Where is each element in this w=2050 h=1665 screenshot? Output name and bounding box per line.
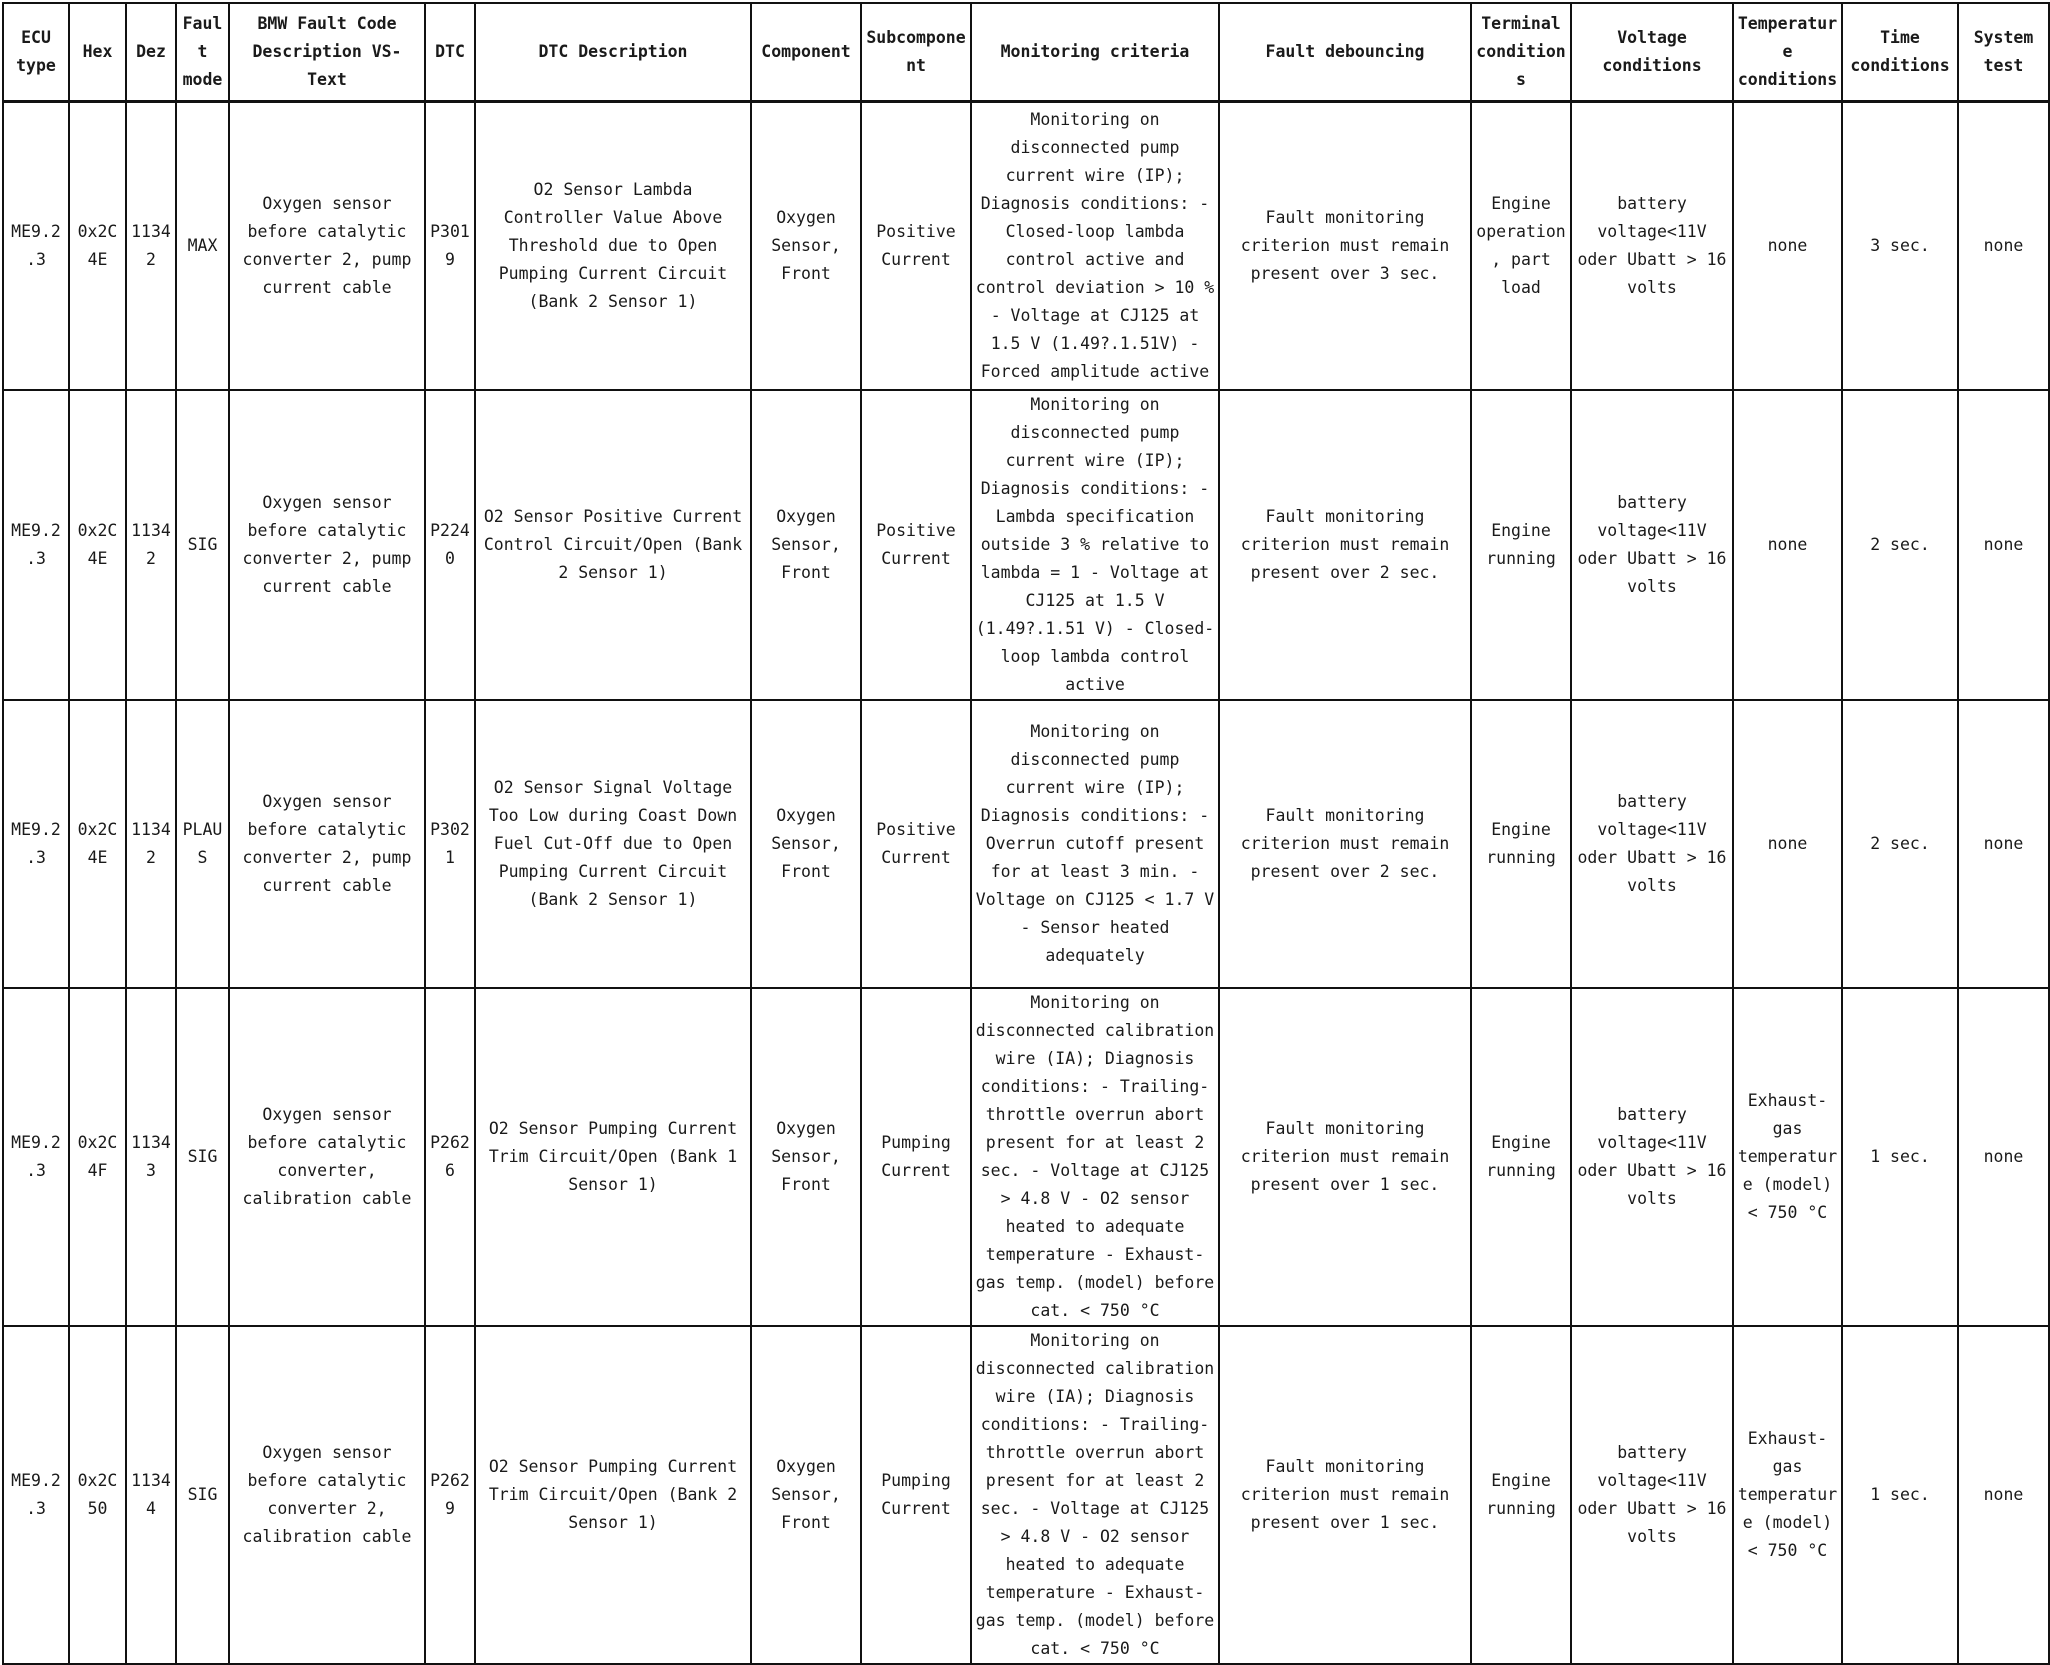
header-component: Component — [751, 3, 861, 102]
header-time-conditions: Time conditions — [1842, 3, 1958, 102]
cell-fault-mode: PLAUS — [176, 700, 229, 988]
cell-component: Oxygen Sensor, Front — [751, 1326, 861, 1664]
cell-temperature-conditions: none — [1733, 102, 1842, 390]
cell-bmw-description: Oxygen sensor before catalytic converter 2, pump current cable — [229, 390, 425, 700]
cell-dez: 11342 — [126, 102, 176, 390]
table-row — [3, 988, 2049, 1326]
cell-subcomponent: Positive Current — [861, 700, 971, 988]
cell-fault-mode: SIG — [176, 988, 229, 1326]
cell-time-conditions: 2 sec. — [1842, 700, 1958, 988]
cell-hex: 0x2C4E — [69, 700, 126, 988]
cell-subcomponent: Positive Current — [861, 390, 971, 700]
cell-fault-debouncing: Fault monitoring criterion must remain present over 1 sec. — [1219, 1326, 1471, 1664]
cell-voltage-conditions: battery voltage<11V oder Ubatt > 16 volts — [1571, 988, 1733, 1326]
cell-temperature-conditions: none — [1733, 390, 1842, 700]
cell-hex: 0x2C4F — [69, 988, 126, 1326]
cell-dez: 11342 — [126, 390, 176, 700]
cell-component: Oxygen Sensor, Front — [751, 988, 861, 1326]
cell-component: Oxygen Sensor, Front — [751, 102, 861, 390]
cell-dtc-description: O2 Sensor Pumping Current Trim Circuit/Open (Bank 1 Sensor 1) — [475, 988, 751, 1326]
cell-subcomponent: Pumping Current — [861, 1326, 971, 1664]
cell-terminal-conditions: Engine operation, part load — [1471, 102, 1571, 390]
cell-hex: 0x2C50 — [69, 1326, 126, 1664]
header-dez: Dez — [126, 3, 176, 102]
table-row — [3, 700, 2049, 988]
cell-ecu-type: ME9.2.3 — [3, 988, 69, 1326]
header-system-test: System test — [1958, 3, 2049, 102]
cell-system-test: none — [1958, 1326, 2049, 1664]
cell-terminal-conditions: Engine running — [1471, 988, 1571, 1326]
cell-component: Oxygen Sensor, Front — [751, 700, 861, 988]
fault-code-table — [2, 2, 2050, 1665]
cell-system-test: none — [1958, 390, 2049, 700]
cell-monitoring-criteria: Monitoring on disconnected pump current wire (IP); Diagnosis conditions: - Closed-loop lambda control active and control deviation > 10 % - Voltage at CJ125 at 1.5 V (1.49?.1.51V) - Forced amplitude active — [971, 102, 1219, 390]
cell-bmw-description: Oxygen sensor before catalytic converter, calibration cable — [229, 988, 425, 1326]
cell-time-conditions: 2 sec. — [1842, 390, 1958, 700]
cell-hex: 0x2C4E — [69, 390, 126, 700]
cell-dtc: P3019 — [425, 102, 475, 390]
cell-dtc-description: O2 Sensor Positive Current Control Circuit/Open (Bank 2 Sensor 1) — [475, 390, 751, 700]
cell-ecu-type: ME9.2.3 — [3, 390, 69, 700]
header-dtc: DTC — [425, 3, 475, 102]
header-subcomponent: Subcomponent — [861, 3, 971, 102]
cell-subcomponent: Positive Current — [861, 102, 971, 390]
cell-fault-debouncing: Fault monitoring criterion must remain present over 1 sec. — [1219, 988, 1471, 1326]
cell-ecu-type: ME9.2.3 — [3, 102, 69, 390]
header-voltage-conditions: Voltage conditions — [1571, 3, 1733, 102]
cell-system-test: none — [1958, 700, 2049, 988]
cell-temperature-conditions: none — [1733, 700, 1842, 988]
cell-temperature-conditions: Exhaust-gas temperature (model) < 750 °C — [1733, 1326, 1842, 1664]
header-row — [3, 3, 2049, 102]
cell-fault-mode: SIG — [176, 390, 229, 700]
cell-dtc-description: O2 Sensor Pumping Current Trim Circuit/Open (Bank 2 Sensor 1) — [475, 1326, 751, 1664]
cell-dez: 11342 — [126, 700, 176, 988]
cell-voltage-conditions: battery voltage<11V oder Ubatt > 16 volts — [1571, 102, 1733, 390]
header-hex: Hex — [69, 3, 126, 102]
cell-ecu-type: ME9.2.3 — [3, 1326, 69, 1664]
header-ecu-type: ECU type — [3, 3, 69, 102]
cell-component: Oxygen Sensor, Front — [751, 390, 861, 700]
cell-dtc-description: O2 Sensor Signal Voltage Too Low during Coast Down Fuel Cut-Off due to Open Pumping Current Circuit (Bank 2 Sensor 1) — [475, 700, 751, 988]
cell-voltage-conditions: battery voltage<11V oder Ubatt > 16 volts — [1571, 1326, 1733, 1664]
cell-system-test: none — [1958, 988, 2049, 1326]
cell-voltage-conditions: battery voltage<11V oder Ubatt > 16 volts — [1571, 390, 1733, 700]
cell-time-conditions: 1 sec. — [1842, 1326, 1958, 1664]
cell-subcomponent: Pumping Current — [861, 988, 971, 1326]
header-fault-debouncing: Fault debouncing — [1219, 3, 1471, 102]
cell-time-conditions: 1 sec. — [1842, 988, 1958, 1326]
cell-fault-debouncing: Fault monitoring criterion must remain present over 2 sec. — [1219, 390, 1471, 700]
cell-hex: 0x2C4E — [69, 102, 126, 390]
cell-dtc: P3021 — [425, 700, 475, 988]
header-temperature-conditions: Temperature conditions — [1733, 3, 1842, 102]
cell-dtc: P2626 — [425, 988, 475, 1326]
cell-fault-debouncing: Fault monitoring criterion must remain present over 3 sec. — [1219, 102, 1471, 390]
cell-fault-mode: MAX — [176, 102, 229, 390]
cell-dtc: P2240 — [425, 390, 475, 700]
cell-fault-mode: SIG — [176, 1326, 229, 1664]
cell-monitoring-criteria: Monitoring on disconnected pump current wire (IP); Diagnosis conditions: - Lambda specification outside 3 % relative to lambda = 1 - Voltage at CJ125 at 1.5 V (1.49?.1.51 V) - Closed-loop lambda control active — [971, 390, 1219, 700]
cell-dez: 11343 — [126, 988, 176, 1326]
header-bmw-description: BMW Fault Code Description VS-Text — [229, 3, 425, 102]
cell-fault-debouncing: Fault monitoring criterion must remain present over 2 sec. — [1219, 700, 1471, 988]
header-fault-mode: Fault mode — [176, 3, 229, 102]
cell-dtc-description: O2 Sensor Lambda Controller Value Above Threshold due to Open Pumping Current Circuit (Bank 2 Sensor 1) — [475, 102, 751, 390]
cell-terminal-conditions: Engine running — [1471, 700, 1571, 988]
cell-system-test: none — [1958, 102, 2049, 390]
cell-monitoring-criteria: Monitoring on disconnected calibration wire (IA); Diagnosis conditions: - Trailing-throttle overrun abort present for at least 2 sec. - Voltage at CJ125 > 4.8 V - O2 sensor heated to adequate temperature - Exhaust-gas temp. (model) before cat. < 750 °C — [971, 1326, 1219, 1664]
cell-bmw-description: Oxygen sensor before catalytic converter 2, calibration cable — [229, 1326, 425, 1664]
table-row — [3, 390, 2049, 700]
table-row — [3, 1326, 2049, 1664]
cell-monitoring-criteria: Monitoring on disconnected pump current wire (IP); Diagnosis conditions: - Overrun cutoff present for at least 3 min. - Voltage on CJ125 < 1.7 V - Sensor heated adequately — [971, 700, 1219, 988]
cell-dtc: P2629 — [425, 1326, 475, 1664]
cell-voltage-conditions: battery voltage<11V oder Ubatt > 16 volts — [1571, 700, 1733, 988]
header-monitoring-criteria: Monitoring criteria — [971, 3, 1219, 102]
header-dtc-description: DTC Description — [475, 3, 751, 102]
cell-temperature-conditions: Exhaust-gas temperature (model) < 750 °C — [1733, 988, 1842, 1326]
table-row — [3, 102, 2049, 390]
cell-terminal-conditions: Engine running — [1471, 1326, 1571, 1664]
cell-time-conditions: 3 sec. — [1842, 102, 1958, 390]
cell-dez: 11344 — [126, 1326, 176, 1664]
header-terminal-conditions: Terminal conditions — [1471, 3, 1571, 102]
cell-bmw-description: Oxygen sensor before catalytic converter 2, pump current cable — [229, 700, 425, 988]
cell-bmw-description: Oxygen sensor before catalytic converter 2, pump current cable — [229, 102, 425, 390]
cell-terminal-conditions: Engine running — [1471, 390, 1571, 700]
cell-ecu-type: ME9.2.3 — [3, 700, 69, 988]
cell-monitoring-criteria: Monitoring on disconnected calibration wire (IA); Diagnosis conditions: - Trailing-throttle overrun abort present for at least 2 sec. - Voltage at CJ125 > 4.8 V - O2 sensor heated to adequate temperature - Exhaust-gas temp. (model) before cat. < 750 °C — [971, 988, 1219, 1326]
